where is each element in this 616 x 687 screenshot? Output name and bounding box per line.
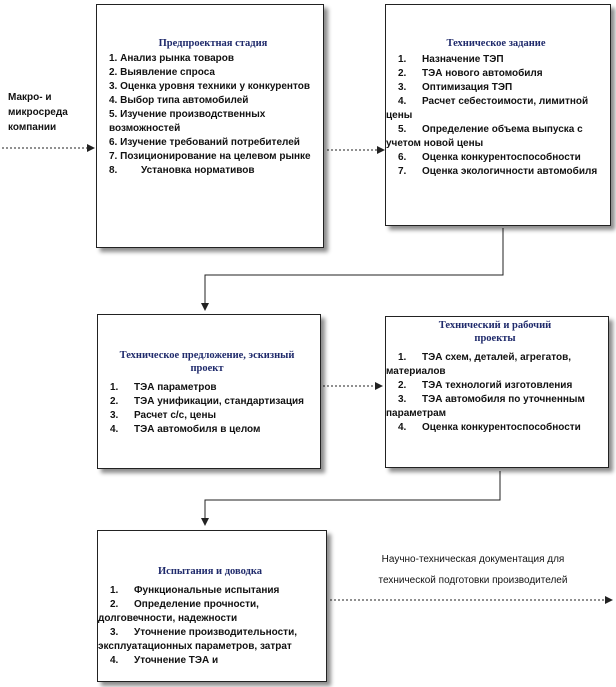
list-item: 1. Функциональные испытания [110, 585, 280, 596]
list-item: 5. Изучение производственных возможностей [109, 109, 266, 134]
preproject-stage-title: Предпроектная стадия [158, 38, 268, 49]
list-item: 2. Выявление спроса [109, 67, 215, 78]
macro-micro-environment-label [8, 90, 90, 135]
list-item: 3. Оптимизация ТЭП [398, 82, 513, 93]
testing-finalization-title: Испытания и доводка [158, 566, 262, 577]
list-item: 1. Назначение ТЭП [398, 54, 504, 65]
list-item: 4. ТЭА автомобиля в целом [110, 424, 261, 435]
list-item: 3. Оценка уровня техники у конкурентов [109, 81, 310, 92]
list-item: 2. ТЭА унификации, стандартизация [110, 396, 304, 407]
list-item: 4. Расчет себестоимости, лимитной цены [386, 96, 589, 121]
list-item: 8. Установка нормативов [109, 165, 255, 176]
technical-working-project-title: Технический и рабочий проекты [438, 320, 552, 344]
technical-working-project-box [385, 316, 609, 468]
list-item: 1. ТЭА схем, деталей, агрегатов, материалов [386, 352, 571, 377]
list-item: 2. Определение прочности, долговечности, надежности [98, 599, 259, 624]
technical-proposal-box [97, 314, 321, 469]
list-item: 1. ТЭА параметров [110, 382, 217, 393]
list-item: 4. Выбор типа автомобилей [109, 95, 249, 106]
list-item: 6. Изучение требований потребителей [109, 137, 300, 148]
testing-finalization-box [97, 530, 327, 682]
technical-specification-title: Техническое задание [446, 38, 546, 49]
list-item: 3. ТЭА автомобиля по уточненным параметрам [386, 394, 585, 419]
list-item: 2. ТЭА нового автомобиля [398, 68, 543, 79]
input-line-1: Макро- и [8, 92, 52, 103]
preproject-stage-box [96, 4, 324, 248]
list-item: 4. Оценка конкурентоспособности [398, 422, 581, 433]
output-documentation-label [338, 552, 608, 588]
list-item: 7. Позиционирование на целевом рынке [109, 151, 311, 162]
list-item: 1. Анализ рынка товаров [109, 53, 235, 64]
arrow-project-to-testing [205, 471, 500, 525]
input-line-3: компании [8, 122, 57, 133]
list-item: 2. ТЭА технологий изготовления [398, 380, 573, 391]
list-item: 7. Оценка экологичности автомобиля [398, 166, 598, 177]
technical-specification-box [385, 4, 611, 226]
output-line-1: Научно-техническая документация для [381, 554, 565, 565]
technical-proposal-title: Техническое предложение, эскизный проект [119, 350, 295, 374]
list-item: 6. Оценка конкурентоспособности [398, 152, 581, 163]
list-item: 5. Определение объема выпуска с учетом новой цены [386, 124, 583, 149]
output-line-2: технической подготовки производителей [378, 575, 568, 586]
list-item: 4. Уточнение ТЭА и [110, 655, 219, 666]
input-line-2: микросреда [8, 107, 68, 118]
list-item: 3. Уточнение производительности, эксплуатационных параметров, затрат [98, 627, 298, 652]
list-item: 3. Расчет с/с, цены [110, 410, 217, 421]
